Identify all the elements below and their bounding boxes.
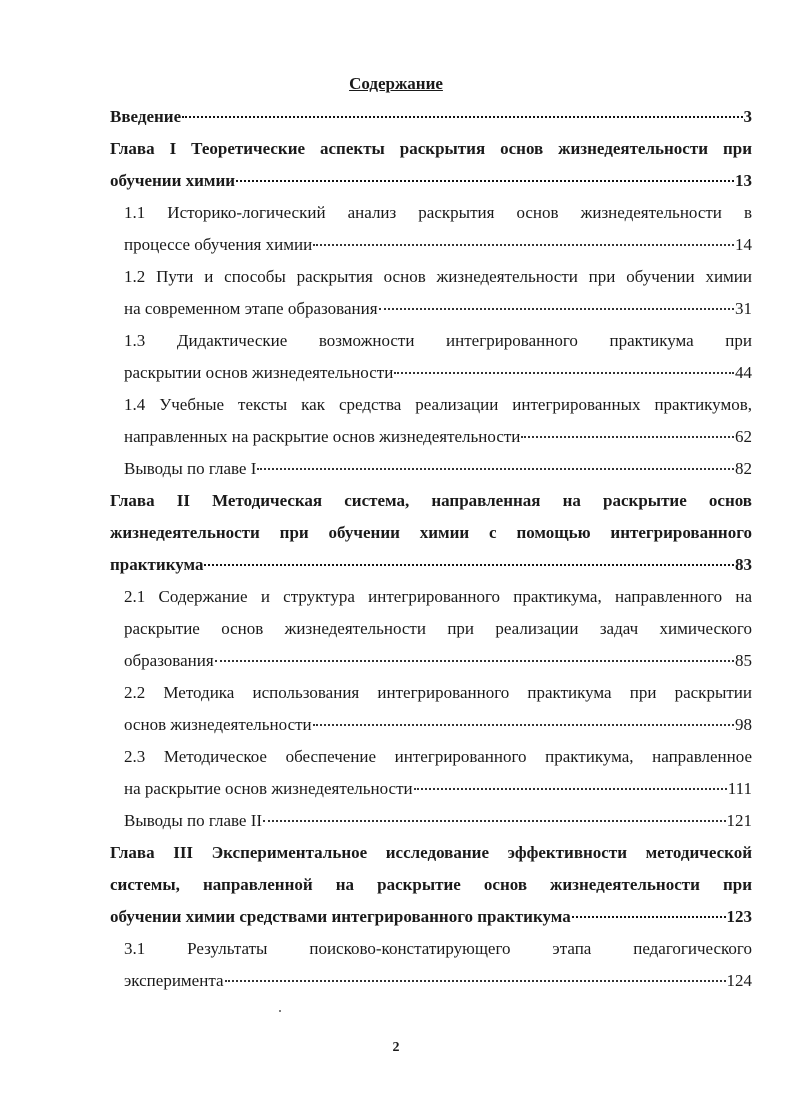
toc-entry-text: основ жизнедеятельности: [124, 715, 312, 734]
toc-entry-text: обучении химии: [110, 171, 236, 190]
dot-leader: [414, 788, 727, 790]
toc-entry-text: направленных на раскрытие основ жизнедеятельности: [124, 427, 521, 446]
toc-entry-page: 13: [735, 171, 752, 190]
toc-entry: [124, 742, 752, 772]
page-number: 2: [392, 1040, 400, 1055]
toc-entry-text: 1.2 Пути и способы раскрытия основ жизнедеятельности при обучении химии: [124, 267, 752, 286]
toc-entry-text: 1.1 Историко-логический анализ раскрытия основ жизнедеятельности в: [124, 203, 752, 222]
toc-entry: [124, 678, 752, 708]
toc-entry-page: 111: [727, 779, 752, 798]
toc-entry: [124, 934, 752, 964]
toc-entry: [124, 390, 752, 420]
dot-leader: [204, 564, 734, 566]
toc-entry-text: эксперимента: [124, 971, 224, 990]
toc-entry: [124, 582, 752, 612]
scan-speck: [279, 1010, 281, 1012]
toc-entry-text: жизнедеятельности при обучении химии с помощью интегрированного: [110, 523, 752, 542]
toc-entry-text: системы, направленной на раскрытие основ жизнедеятельности при: [110, 875, 752, 894]
dot-leader: [182, 116, 742, 118]
toc-entry: [110, 102, 752, 132]
toc-entry-text: Выводы по главе I: [124, 459, 257, 478]
toc-entry: [124, 806, 752, 836]
toc-entry-text: 2.3 Методическое обеспечение интегрированного практикума, направленное: [124, 747, 752, 766]
toc-entry-text: 2.2 Методика использования интегрированного практикума при раскрытии: [124, 683, 752, 702]
dot-leader: [313, 244, 734, 246]
toc-entry: [110, 134, 752, 164]
toc-entry: [124, 710, 752, 740]
toc-entry-text: 2.1 Содержание и структура интегрированного практикума, направленного на: [124, 587, 752, 606]
toc-entry: [124, 358, 752, 388]
toc-entry-page: 82: [735, 459, 752, 478]
dot-leader: [263, 820, 725, 822]
toc-entry-text: 1.4 Учебные тексты как средства реализации интегрированных практикумов,: [124, 395, 752, 414]
toc-entry-text: Глава III Экспериментальное исследование эффективности методической: [110, 843, 752, 862]
toc-entry: [110, 518, 752, 548]
toc-entry-text: 1.3 Дидактические возможности интегрированного практикума при: [124, 331, 752, 350]
dot-leader: [521, 436, 734, 438]
toc-entry-text: 3.1 Результаты поисково-констатирующего этапа педагогического: [124, 939, 752, 958]
toc-entry-page: 98: [735, 715, 752, 734]
toc-entry-text: раскрытии основ жизнедеятельности: [124, 363, 394, 382]
toc-entry-page: 83: [735, 555, 752, 574]
toc-entry: [124, 966, 752, 996]
toc-entry: [124, 326, 752, 356]
dot-leader: [379, 308, 734, 310]
dot-leader: [313, 724, 734, 726]
dot-leader: [215, 660, 734, 662]
dot-leader: [572, 916, 726, 918]
toc-entry-page: 14: [735, 235, 752, 254]
toc-entry: [124, 774, 752, 804]
toc-entry-text: образования: [124, 651, 214, 670]
toc-entry-text: практикума: [110, 555, 204, 574]
toc-entry-page: 121: [726, 811, 752, 830]
toc-entry-page: 124: [726, 971, 752, 990]
toc-entry: [110, 870, 752, 900]
toc-entry: [124, 614, 752, 644]
toc-entry-text: на раскрытие основ жизнедеятельности: [124, 779, 413, 798]
dot-leader: [394, 372, 734, 374]
toc-entry: [124, 294, 752, 324]
toc-entry-text: Глава I Теоретические аспекты раскрытия основ жизнедеятельности при: [110, 139, 752, 158]
dot-leader: [225, 980, 726, 982]
toc-entry: [124, 454, 752, 484]
toc-entry: [124, 646, 752, 676]
toc-entry-text: обучении химии средствами интегрированного практикума: [110, 907, 571, 926]
toc-entry: [110, 838, 752, 868]
toc-entry: [110, 550, 752, 580]
toc-entry: [124, 198, 752, 228]
toc-entry-text: Выводы по главе II: [124, 811, 263, 830]
toc-entry: [110, 486, 752, 516]
toc-entry-page: 62: [735, 427, 752, 446]
toc-entry: [110, 166, 752, 196]
toc-entry: [110, 902, 752, 932]
toc-entry: [124, 262, 752, 292]
toc-entry-text: на современном этапе образования: [124, 299, 378, 318]
toc-entry-page: 123: [726, 907, 752, 926]
toc-entry-text: Введение: [110, 107, 182, 126]
toc-entry-page: 44: [735, 363, 752, 382]
toc-entry-text: Глава II Методическая система, направленная на раскрытие основ: [110, 491, 752, 510]
toc-entry-text: раскрытие основ жизнедеятельности при реализации задач химического: [124, 619, 752, 638]
toc-entry-page: 31: [735, 299, 752, 318]
dot-leader: [257, 468, 734, 470]
toc-entry-page: 3: [743, 107, 752, 126]
toc-entry: [124, 230, 752, 260]
toc-entry-page: 85: [735, 651, 752, 670]
page-title: Содержание: [349, 74, 443, 93]
toc-entry-text: процессе обучения химии: [124, 235, 313, 254]
toc-entry: [124, 422, 752, 452]
dot-leader: [236, 180, 734, 182]
